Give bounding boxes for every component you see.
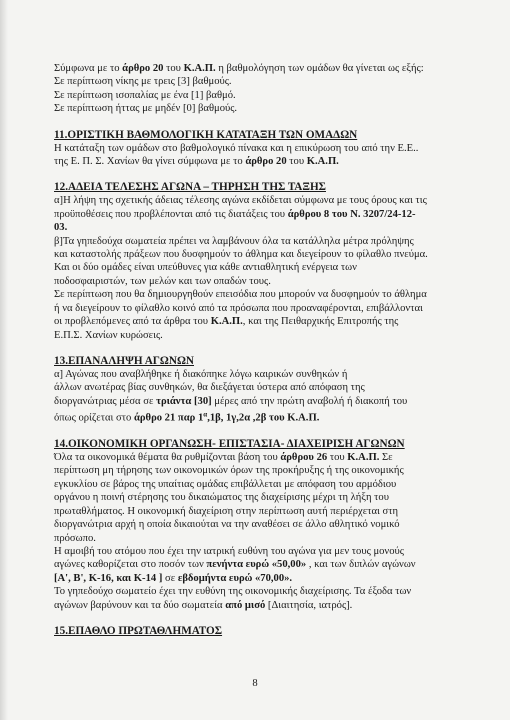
scoring-loss: Σε περίπτωση ήττας με μηδέν [0] βαθμούς. xyxy=(54,103,238,115)
section-14-p-line-4: οργάνου η ποινή στέρησης του δικαιώματος της διαχείρισης μέχρι τη λήξη του xyxy=(54,492,389,504)
scoring-win: Σε περίπτωση νίκης με τρεις [3] βαθμούς. xyxy=(54,76,232,88)
section-12-b-line-4: ποδοσφαιριστών, των μελών και των οπαδών τους. xyxy=(54,275,271,287)
page-content xyxy=(54,62,474,638)
section-12-a-line-2: προϋποθέσεις που προβλέπονται από τις διατάξεις του άρθρου 8 του Ν. 3207/24-12- xyxy=(54,208,416,220)
section-13-line-2: άλλων ανωτέρας βίας συνθηκών, θα διεξάγεται ύστερα από απόφαση της xyxy=(54,382,365,394)
section-12-b-line-1: β]Τα γηπεδούχα σωματεία πρέπει να λαμβάνουν όλα τα κατάλληλα μέτρα πρόληψης xyxy=(54,235,414,247)
section-11-line-1: Η κατάταξη των ομάδων στο βαθμολογικό πίνακα και η επικύρωση του από την Ε.Ε.. xyxy=(54,142,419,154)
section-14-q-line-2: αγώνες καθορίζεται στο ποσόν των πενήντα ευρώ «50,00» , και των διπλών αγώνων xyxy=(54,559,416,571)
section-14-p-line-5: πρωταθλήματος. Η οικονομική διαχείριση στην περίπτωση αυτή περιέρχεται στη xyxy=(54,505,399,517)
section-13-line-1: α] Αγώνας που αναβλήθηκε ή διακόπηκε λόγω καιρικών συνθηκών ή xyxy=(54,368,348,380)
scoring-intro: Σύμφωνα με το άρθρο 20 του Κ.Α.Π. η βαθμολόγηση των ομάδων θα γίνεται ως εξής: xyxy=(54,63,424,74)
section-14-p-line-2: περίπτωση μη τήρησης των οικονομικών όρων της προκήρυξης ή της οικονομικής xyxy=(54,465,404,477)
section-12-c-line-4: Ε.Π.Σ. Χανίων κυρώσεις. xyxy=(54,329,163,341)
section-15-heading: 15.ΕΠΑΘΛΟ ΠΡΩΤΑΘΛΗΜΑΤΟΣ xyxy=(54,624,223,637)
section-14-r-line-1: Το γηπεδούχο σωματείο έχει την ευθύνη της οικονομικής διαχείρισης. Τα έξοδα των xyxy=(54,586,412,598)
section-12-c-line-1: Σε περίπτωση που θα δημιουργηθούν επεισόδια που μπορούν να δυσφημούν το άθλημα xyxy=(54,289,427,301)
scan-edge-shadow xyxy=(0,0,8,720)
page-number: 8 xyxy=(252,678,258,689)
section-13-line-4: όπως ορίζεται στο άρθρο 21 παρ $1^\alpha,1\beta$, 1γ,2α ,2β του Κ.Α.Π. xyxy=(54,410,320,424)
section-11-heading: 11.ΟΡΙΣΤΙΚΗ ΒΑΘΜΟΛΟΓΙΚΗ ΚΑΤΑΤΑΞΗ ΤΩΝ ΟΜΑΔΩΝ xyxy=(54,128,358,141)
section-11-line-2: της Ε. Π. Σ. Χανίων θα γίνει σύμφωνα με το άρθρο 20 του Κ.Α.Π. xyxy=(54,156,339,168)
section-14-q-line-3: [Α', Β', Κ-16, και Κ-14 ] σε εβδομήντα ευρώ «70,00». xyxy=(54,572,293,584)
section-14-r-line-2: αγώνων βαρύνουν και τα δύο σωματεία από μισό [Διαιτησία, ιατρός]. xyxy=(54,599,353,611)
section-14-p-line-6: διοργανώτρια αρχή η οποία δικαιούται να την αναθέσει σε άλλο αθλητικό νομικό xyxy=(54,519,400,531)
scoring-draw: Σε περίπτωση ισοπαλίας με ένα [1] βαθμό. xyxy=(54,89,236,101)
section-14-q-line-1: Η αμοιβή του ατόμου που έχει την ιατρική ευθύνη του αγώνα για μεν τους μονούς xyxy=(54,545,404,557)
section-12-a-line-3: 03. xyxy=(54,222,68,234)
section-14-heading: 14.ΟΙΚΟΝΟΜΙΚΗ ΟΡΓΑΝΩΣΗ- ΕΠΙΣΤΑΣΙΑ- ΔΙΑΧΕΙΡΙΣΗ ΑΓΩΝΩΝ xyxy=(54,438,405,451)
section-13-heading: 13.ΕΠΑΝΑΛΗΨΗ ΑΓΩΝΩΝ xyxy=(54,354,194,367)
section-12-c-line-2: ή να διεγείρουν το φίλαθλο κοινό από τα πρόσωπα που προαναφέρονται, επιβάλλονται xyxy=(54,302,423,314)
section-12-b-line-2: και καταστολής πράξεων που δυσφημούν το άθλημα και διεγείρουν το φίλαθλο πνεύμα. xyxy=(54,249,428,261)
section-13-line-3: διοργανώτριας μέσα σε τριάντα [30] μέρες από την πρώτη αναβολή ή διακοπή του xyxy=(54,395,408,407)
section-12-c-line-3: οι προβλεπόμενες από τα άρθρα του Κ.Α.Π., και της Πειθαρχικής Επιτροπής της xyxy=(54,316,399,328)
section-14-p-line-3: εγκυκλίου σε βάρος της υπαίτιας ομάδας επιβάλλεται με απόφαση του αρμόδιου xyxy=(54,478,397,490)
section-14-p-line-1: Όλα τα οικονομικά θέματα θα ρυθμίζονται βάση του άρθρου 26 του Κ.Α.Π. Σε xyxy=(54,452,393,464)
section-12-b-line-3: Και οι δύο ομάδες είναι υπεύθυνες για κάθε αντιαθλητική ενέργεια των xyxy=(54,262,357,274)
section-12-a-line-1: α]Η λήψη της σχετικής άδειας τέλεσης αγώνα εκδίδεται σύμφωνα με τους όρους και τις xyxy=(54,195,427,207)
section-14-p-line-7: πρόσωπο. xyxy=(54,532,96,544)
section-12-heading: 12.ΑΔΕΙΑ ΤΕΛΕΣΗΣ ΑΓΩΝΑ – ΤΗΡΗΣΗ ΤΗΣ ΤΑΞΗΣ xyxy=(54,181,326,194)
